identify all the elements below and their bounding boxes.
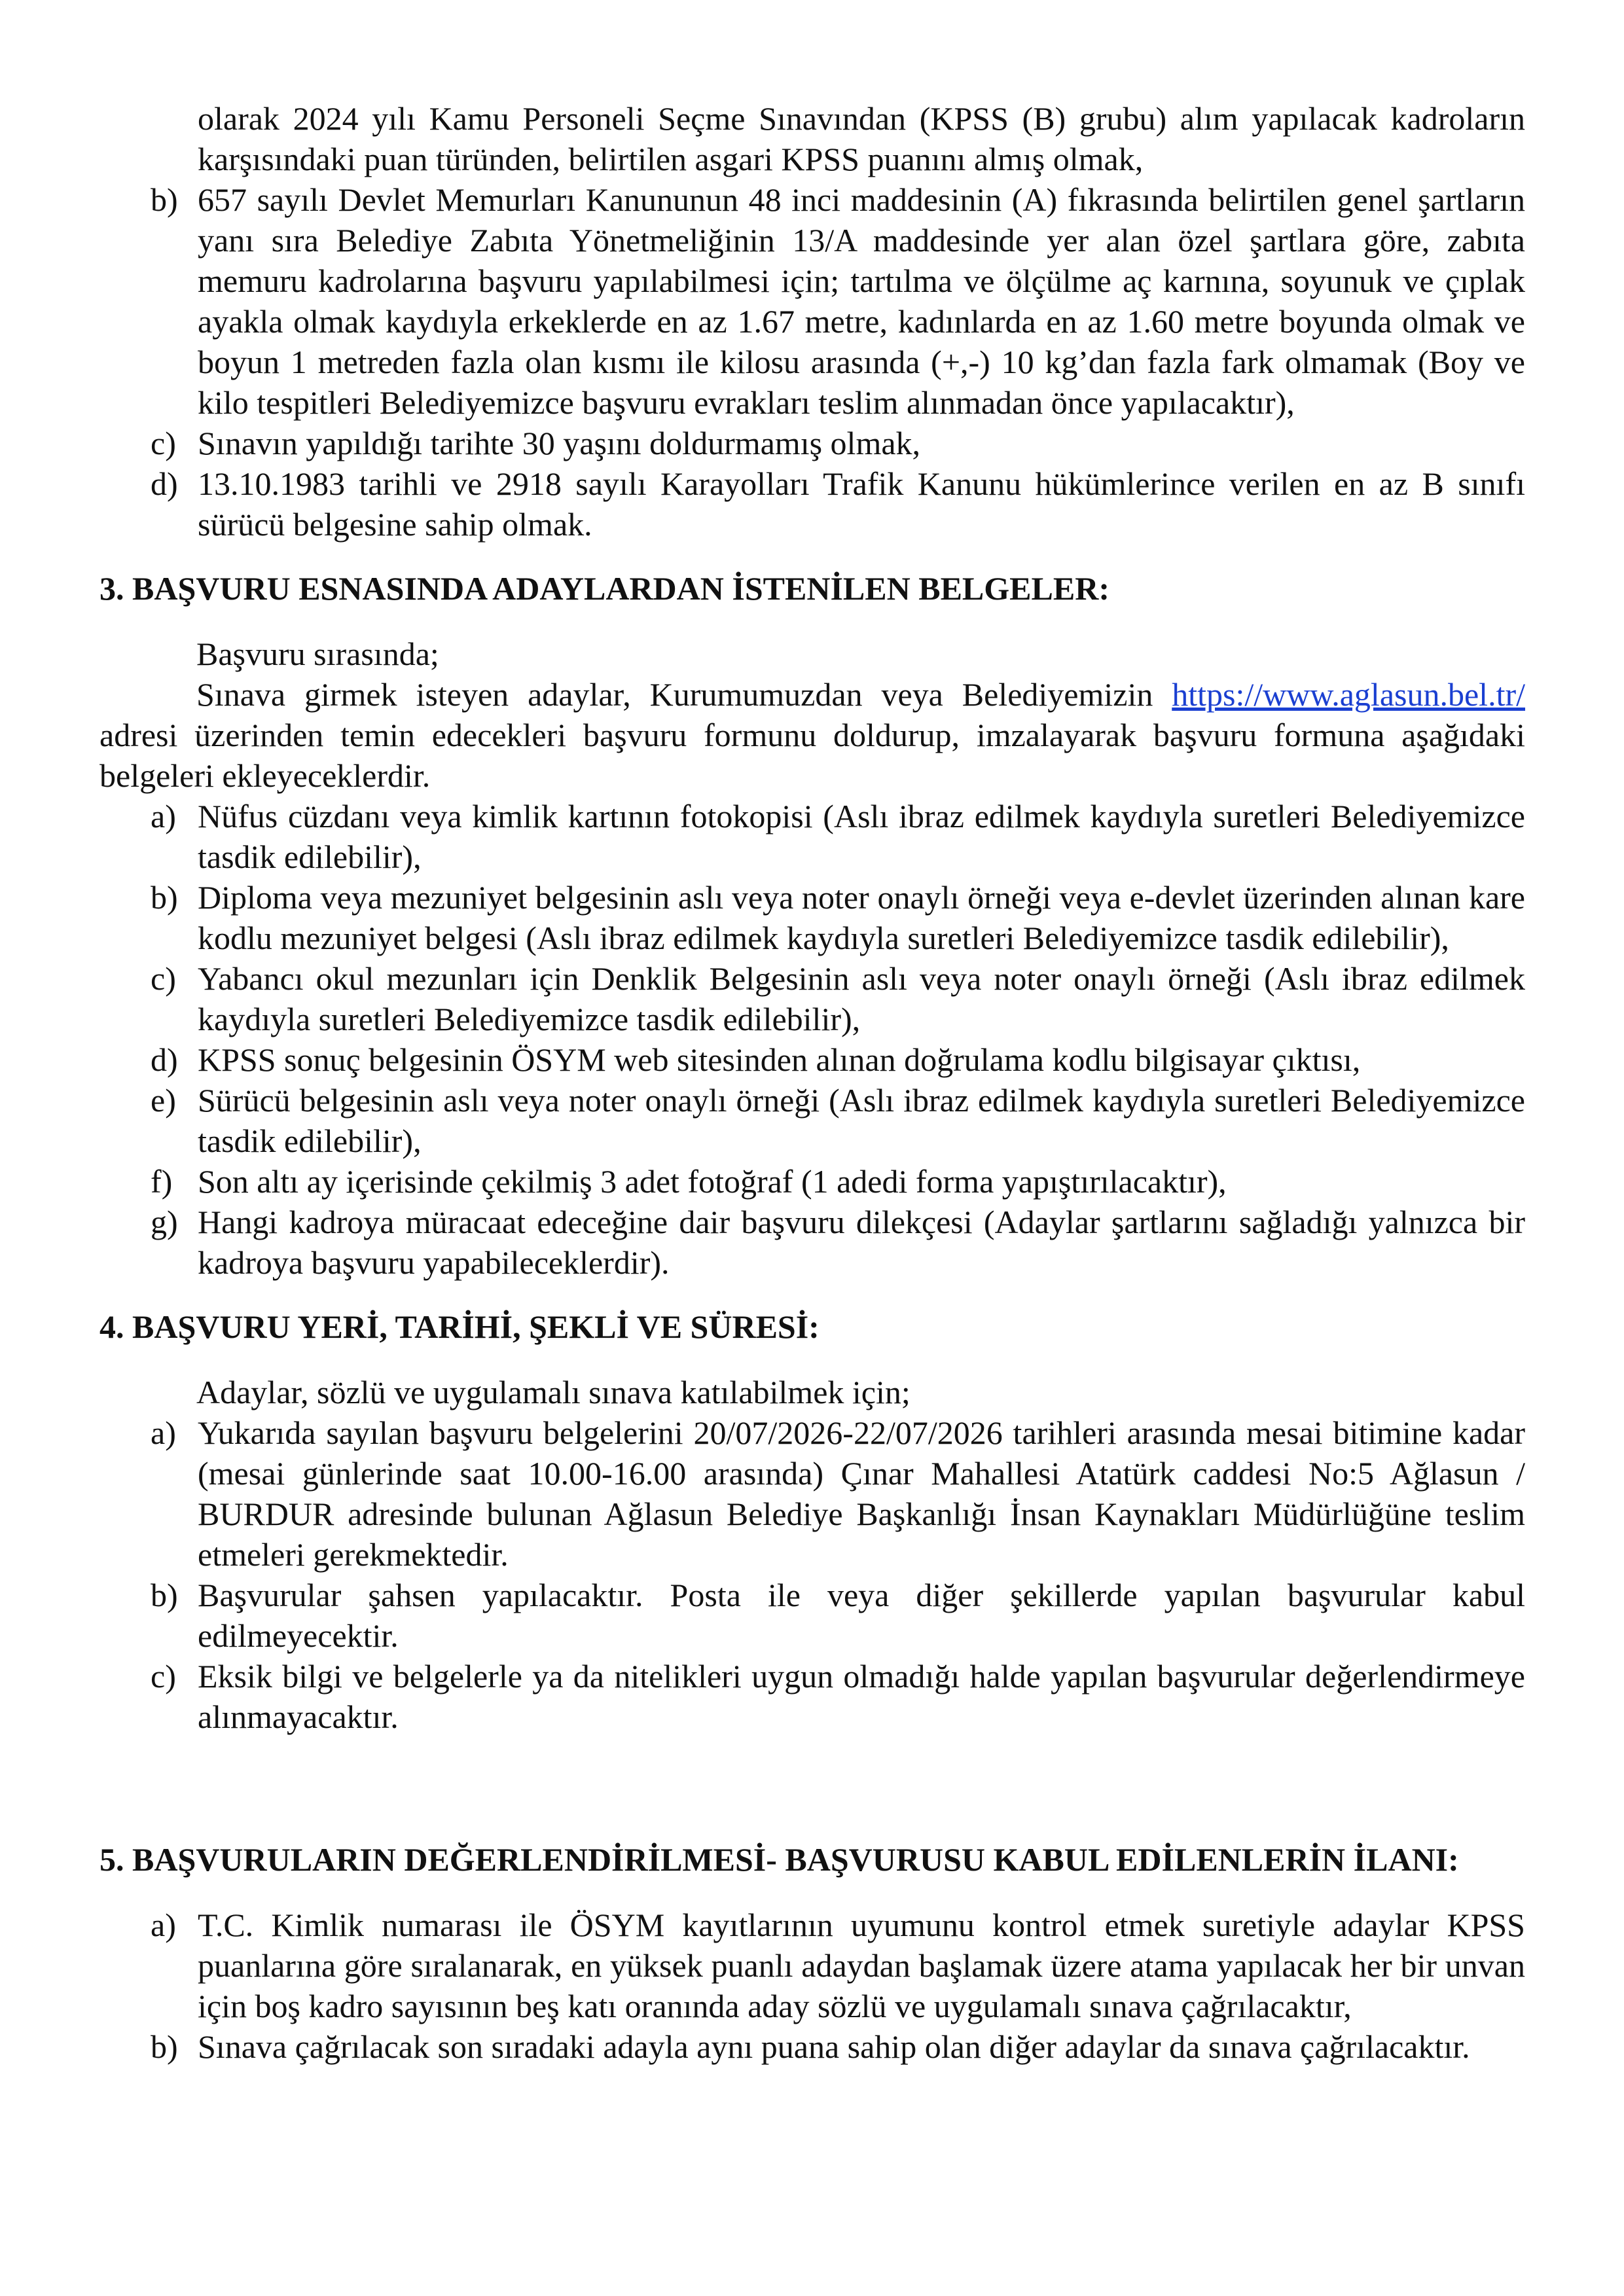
section-heading: 4. BAŞVURU YERİ, TARİHİ, ŞEKLİ VE SÜRESİ: bbox=[99, 1308, 820, 1345]
list-item bbox=[99, 463, 1525, 545]
list-item bbox=[99, 1905, 1525, 2026]
application-list bbox=[99, 1412, 1525, 1737]
list-item-text: Yabancı okul mezunları için Denklik Belgesinin aslı veya noter onaylı örneği (Aslı ibraz edilmek kaydıyla suretleri Belediyemizce tasdik edilebilir), bbox=[198, 960, 1525, 1037]
requirements-list bbox=[99, 179, 1525, 545]
list-item-text: Hangi kadroya müracaat edeceğine dair başvuru dilekçesi (Adaylar şartlarını sağladığı yalnızca bir kadroya başvuru yapabileceklerdir). bbox=[198, 1204, 1525, 1281]
list-item-text: Başvurular şahsen yapılacaktır. Posta ile veya diğer şekillerde yapılan başvurular kabul edilmeyecektir. bbox=[198, 1577, 1525, 1654]
list-item-text: Nüfus cüzdanı veya kimlik kartının fotokopisi (Aslı ibraz edilmek kaydıyla suretleri Belediyemizce tasdik edilebilir), bbox=[198, 798, 1525, 875]
list-item-text: 657 sayılı Devlet Memurları Kanununun 48 inci maddesinin (A) fıkrasında belirtilen genel şartların yanı sıra Belediye Zabıta Yönetmeliğinin 13/A maddesinde yer alan özel şartlara göre, zabıta memuru kadrolarına başvuru yapılabilmesi için; tartılma ve ölçülme aç karnına, soyunuk ve çıplak ayakla olmak kaydıyla erkeklerde en az 1.67 metre, kadınlarda en az 1.60 metre boyunda olmak ve boyun 1 metreden fazla olan kısmı ile kilosu arasında (+,-) 10 kg’dan fazla fark olmamak (Boy ve kilo tespitleri Belediyemizce başvuru evrakları teslim alınmadan önce yapılacaktır), bbox=[198, 181, 1525, 421]
list-item bbox=[99, 1575, 1525, 1656]
list-marker: b) bbox=[151, 1577, 178, 1613]
list-item bbox=[99, 179, 1525, 423]
list-marker: d) bbox=[151, 1041, 178, 1078]
list-marker: b) bbox=[151, 181, 178, 218]
paragraph-text: Sınava girmek isteyen adaylar, Kurumumuzdan veya Belediyemizin bbox=[196, 676, 1172, 713]
list-item-text: Yukarıda sayılan başvuru belgelerini 20/07/2026-22/07/2026 tarihleri arasında mesai bitimine kadar (mesai günlerinde saat 10.00-16.00 arasında) Çınar Mahallesi Atatürk caddesi No:5 Ağlasun / BURDUR adresinde bulunan Ağlasun Belediye Başkanlığı İnsan Kaynakları Müdürlüğüne teslim etmeleri gerekmektedir. bbox=[198, 1414, 1525, 1573]
list-marker: f) bbox=[151, 1163, 173, 1200]
list-item-text: Eksik bilgi ve belgelerle ya da nitelikleri uygun olmadığı halde yapılan başvurular değerlendirmeye alınmayacaktır. bbox=[198, 1658, 1525, 1735]
list-item bbox=[99, 1161, 1525, 1202]
list-item-text: Sınavın yapıldığı tarihte 30 yaşını doldurmamış olmak, bbox=[198, 425, 921, 461]
list-item bbox=[99, 796, 1525, 877]
list-marker: c) bbox=[151, 960, 176, 997]
list-item bbox=[99, 1412, 1525, 1575]
list-item-text: T.C. Kimlik numarası ile ÖSYM kayıtlarının uyumunu kontrol etmek suretiyle adaylar KPSS puanlarına göre sıralanarak, en yüksek puanlı adaydan başlamak üzere atama yapılacak her bir unvan için boş kadro sayısının beş katı oranında aday sözlü ve uygulamalı sınava çağrılacaktır, bbox=[198, 1907, 1525, 2024]
list-item-text: Sürücü belgesinin aslı veya noter onaylı örneği (Aslı ibraz edilmek kaydıyla suretleri Belediyemizce tasdik edilebilir), bbox=[198, 1082, 1525, 1159]
list-item bbox=[99, 958, 1525, 1039]
list-item bbox=[99, 1202, 1525, 1283]
website-link[interactable]: https://www.aglasun.bel.tr/ bbox=[1172, 676, 1525, 713]
paragraph-text: adresi üzerinden temin edecekleri başvuru formunu doldurup, imzalayarak başvuru formuna aşağıdaki belgeleri ekleyeceklerdir. bbox=[99, 717, 1525, 794]
list-marker: a) bbox=[151, 1414, 176, 1451]
list-marker: a) bbox=[151, 798, 176, 834]
list-item bbox=[99, 2026, 1525, 2067]
list-item bbox=[99, 1080, 1525, 1161]
list-marker: c) bbox=[151, 425, 176, 461]
list-item-text: 13.10.1983 tarihli ve 2918 sayılı Karayolları Trafik Kanunu hükümlerince verilen en az B sınıfı sürücü belgesine sahip olmak. bbox=[198, 465, 1525, 543]
list-marker: a) bbox=[151, 1907, 176, 1943]
list-item-text: Sınava çağrılacak son sıradaki adayla aynı puana sahip olan diğer adaylar da sınava çağrılacaktır. bbox=[198, 2028, 1470, 2065]
list-marker: d) bbox=[151, 465, 178, 502]
documents-list bbox=[99, 796, 1525, 1283]
list-item bbox=[99, 877, 1525, 958]
list-marker: g) bbox=[151, 1204, 178, 1240]
list-item bbox=[99, 1039, 1525, 1080]
list-marker: c) bbox=[151, 1658, 176, 1695]
list-item-text: Son altı ay içerisinde çekilmiş 3 adet fotoğraf (1 adedi forma yapıştırılacaktır), bbox=[198, 1163, 1227, 1200]
section-heading: 5. BAŞVURULARIN DEĞERLENDİRİLMESİ- BAŞVURUSU KABUL EDİLENLERİN İLANI: bbox=[99, 1841, 1459, 1878]
list-item bbox=[99, 1656, 1525, 1737]
section-intro: Başvuru sırasında; bbox=[196, 636, 439, 672]
list-marker: b) bbox=[151, 2028, 178, 2065]
list-marker: e) bbox=[151, 1082, 176, 1119]
section-heading: 3. BAŞVURU ESNASINDA ADAYLARDAN İSTENİLEN BELGELER: bbox=[99, 570, 1110, 607]
section-intro: Adaylar, sözlü ve uygulamalı sınava katılabilmek için; bbox=[196, 1374, 911, 1410]
document-content bbox=[99, 98, 1525, 2067]
list-item bbox=[99, 423, 1525, 463]
list-item-text: Diploma veya mezuniyet belgesinin aslı veya noter onaylı örneği veya e-devlet üzerinden alınan kare kodlu mezuniyet belgesi (Aslı ibraz edilmek kaydıyla suretleri Belediyemizce tasdik edilebilir), bbox=[198, 879, 1525, 956]
list-marker: b) bbox=[151, 879, 178, 916]
list-item-continuation: olarak 2024 yılı Kamu Personeli Seçme Sınavından (KPSS (B) grubu) alım yapılacak kadroların karşısındaki puan türünden, belirtilen asgari KPSS puanını almış olmak, bbox=[198, 100, 1525, 177]
list-item-text: KPSS sonuç belgesinin ÖSYM web sitesinden alınan doğrulama kodlu bilgisayar çıktısı, bbox=[198, 1041, 1361, 1078]
section-paragraph bbox=[99, 674, 1525, 796]
evaluation-list bbox=[99, 1905, 1525, 2067]
